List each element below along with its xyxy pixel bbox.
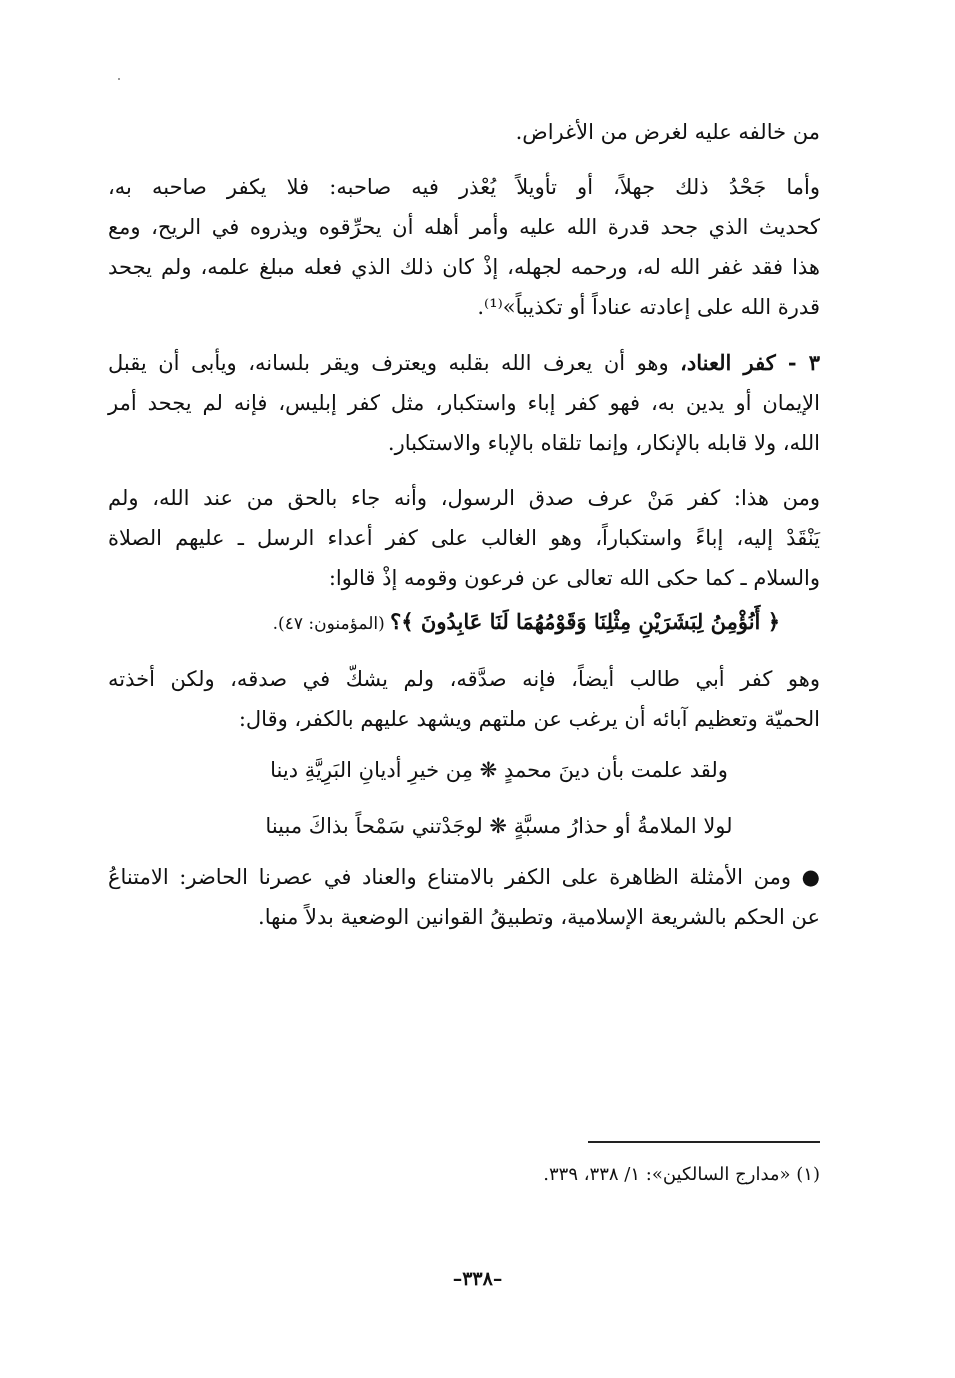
body-line-10: يَنْقَدْ إليه، إباءً واستكباراً، وهو الغالب على كفر أعداء الرسل ـ عليهم الصلاة: [108, 526, 820, 550]
body-line-9: ومن هذا: كفر مَنْ عرف صدق الرسول، وأنه جاء بالحق من عند الله، ولم: [108, 486, 820, 510]
body-line-7: الإيمان أو يدين به، فهو كفر إباء واستكبار، مثل كفر إبليس، فإنه لم يجحد أمر: [108, 391, 820, 415]
page-body: [108, 118, 820, 932]
body-line-1: من خالفه عليه لغرض من الأغراض.: [515, 120, 820, 144]
quran-verse: ﴿ أَنُؤْمِنُ لِبَشَرَيْنِ مِثْلِنَا وَقَوْمُهُمَا لَنَا عَابِدُونَ ﴾؟: [390, 609, 780, 634]
section-heading-kufr-al-inad: ٣ - كفر العناد،: [680, 350, 820, 375]
body-line-15: عن الحكم بالشريعة الإسلامية، وتطبيقُ القوانين الوضعية بدلاً منها.: [258, 905, 820, 929]
body-line-6: [108, 348, 820, 378]
quran-verse-line: [108, 607, 820, 639]
footnote-divider: [588, 1141, 820, 1143]
verse-reference: (المؤمنون: ٤٧).: [272, 614, 391, 634]
body-line-3: كحديث الذي جحد قدرة الله عليه وأمر أهله أن يحرِّقوه ويذروه في الريح، ومع: [108, 215, 820, 239]
poem-verse-1: ولقد علمت بأن دينَ محمدٍ ❋ مِن خيرِ أديانِ البَرِيَّةِ دينا: [270, 758, 728, 782]
body-line-11: والسلام ـ كما حكى الله تعالى عن فرعون وقومه إذْ قالوا:: [328, 566, 820, 590]
poem-verse-2: لولا الملامةُ أو حذارُ مسبَّةٍ ❋ لوجَدْتني سَمْحاً بذاكَ مبينا: [265, 814, 733, 838]
body-line-4: هذا فقد غفر الله له، ورحمه لجهله، إذْ كان ذلك الذي فعله مبلغ علمه، ولم يجحد: [108, 255, 820, 279]
footnote: (١) «مدارج السالكين»: ١/ ٣٣٨، ٣٣٩.: [543, 1164, 820, 1185]
scan-speck: [118, 78, 120, 80]
body-line-8: الله، ولا قابله بالإنكار، وإنما تلقاه بالإباء والاستكبار.: [387, 431, 820, 455]
page-number: –٣٣٨–: [452, 1268, 503, 1290]
body-line-12: وهو كفر أبي طالب أيضاً، فإنه صدَّقه، ولم يشكّ في صدقه، ولكن أخذته: [108, 667, 820, 691]
body-line-6-rest: وهو أن يعرف الله بقلبه ويعترف ويقر بلسانه، ويأبى أن يقبل: [108, 351, 681, 375]
body-line-2: وأما جَحْدُ ذلك جهلاً، أو تأويلاً يُعْذر فيه صاحبه: فلا يكفر صاحبه به،: [108, 175, 820, 199]
body-line-14: ● ومن الأمثلة الظاهرة على الكفر بالامتناع والعناد في عصرنا الحاضر: الامتناعُ: [108, 865, 820, 889]
body-line-13: الحميّة وتعظيم آبائه أن يرغب عن ملتهم ويشهد عليهم بالكفر، وقال:: [238, 707, 820, 731]
body-line-5: قدرة الله على إعادته عناداً أو تكذيباً»⁽¹⁾.: [477, 295, 820, 319]
